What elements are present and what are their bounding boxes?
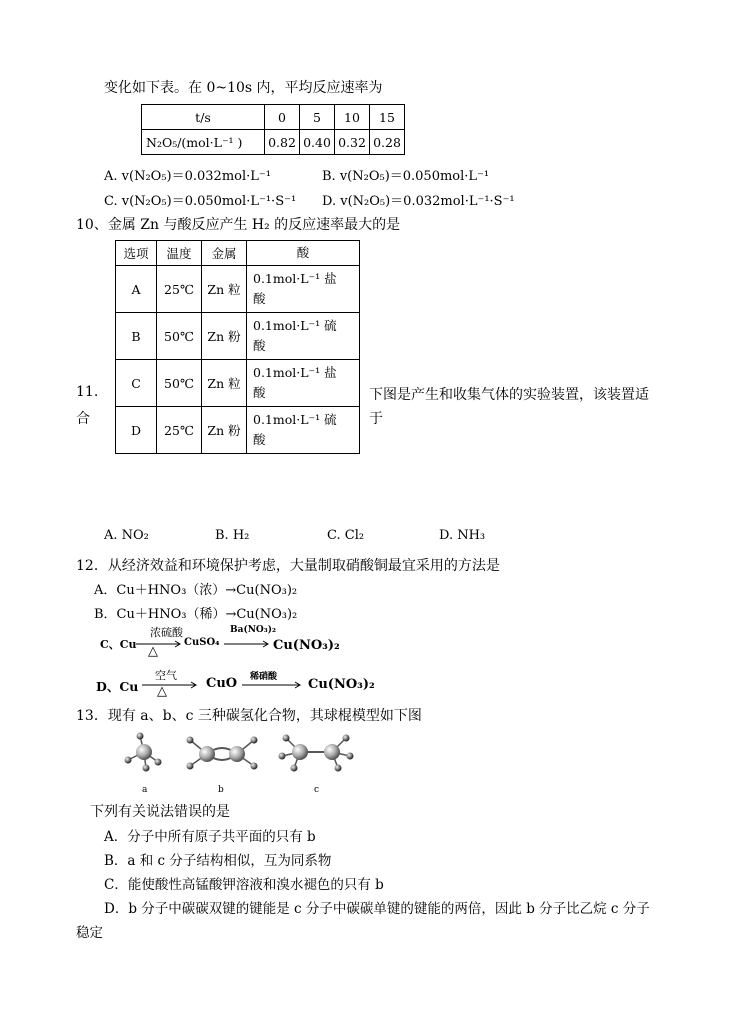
q10-header-cell: 酸 <box>247 241 360 266</box>
q9-cell: 0.82 <box>265 130 300 155</box>
q10-cell-metal: Zn 粒 <box>202 360 247 407</box>
q10-cell-acid <box>247 407 360 454</box>
q9-option-a: A. v(N₂O₅)＝0.032mol·L⁻¹ <box>104 169 271 184</box>
q11-number-line2: 合 <box>76 411 90 427</box>
q11-option-b: B. H₂ <box>215 528 250 543</box>
q10-acid-line1: 0.1mol·L⁻¹ 硫 <box>253 412 337 427</box>
q13-stem: 13．现有 a、b、c 三种碳氢化合物，其球棍模型如下图 <box>76 708 422 724</box>
q9-option-d: D. v(N₂O₅)＝0.032mol·L⁻¹·S⁻¹ <box>322 194 515 209</box>
q9-table <box>141 104 405 155</box>
q12-option-b: B．Cu＋HNO₃（稀）→Cu(NO₃)₂ <box>94 607 298 622</box>
q12-c-reagent-1: 浓硫酸 <box>150 626 183 639</box>
q9-cell: 0.28 <box>370 130 405 155</box>
q10-cell-acid <box>247 360 360 407</box>
q12-c-heat: △ <box>148 644 158 659</box>
q10-cell-metal: Zn 粉 <box>202 313 247 360</box>
q10-header-cell: 选项 <box>116 241 157 266</box>
model-a-methane-icon <box>125 733 162 772</box>
q12-c-product: Cu(NO₃)₂ <box>273 638 340 653</box>
q10-table <box>115 240 360 454</box>
q10-acid-line1: 0.1mol·L⁻¹ 硫 <box>253 318 337 333</box>
q10-cell-opt: C <box>116 360 157 407</box>
q10-cell-temp: 50℃ <box>157 360 202 407</box>
q9-option-b: B. v(N₂O₅)＝0.050mol·L⁻¹ <box>322 169 490 184</box>
q13-option-a: A．分子中所有原子共平面的只有 b <box>104 829 316 845</box>
q13-option-c: C．能使酸性高锰酸钾溶液和溴水褪色的只有 b <box>104 877 384 893</box>
q11-option-c: C. Cl₂ <box>327 528 365 543</box>
model-b-ethylene-icon <box>187 737 258 770</box>
q10-cell-metal: Zn 粒 <box>202 266 247 313</box>
q9-header-cell: 10 <box>335 105 370 130</box>
q11-option-d: D. NH₃ <box>439 528 486 543</box>
q12-option-c-label: C、Cu <box>100 638 137 651</box>
q9-cell: 0.40 <box>300 130 335 155</box>
model-label-b: b <box>218 785 224 795</box>
q9-header-cell: 5 <box>300 105 335 130</box>
q13-ball-stick-models <box>110 728 370 798</box>
q10-cell-opt: B <box>116 313 157 360</box>
q12-option-a: A．Cu＋HNO₃（浓）→Cu(NO₃)₂ <box>94 583 298 598</box>
q9-header-cell: t/s <box>142 105 265 130</box>
q10-acid-line1: 0.1mol·L⁻¹ 盐 <box>253 365 337 380</box>
q11-stem: 下图是产生和收集气体的实验装置，该装置适 <box>369 387 649 403</box>
q10-header-cell: 温度 <box>157 241 202 266</box>
q10-acid-line2: 酸 <box>253 338 266 353</box>
q9-option-c: C. v(N₂O₅)＝0.050mol·L⁻¹·S⁻¹ <box>104 194 297 209</box>
q12-d-arrow-1 <box>142 681 198 689</box>
q12-c-arrow-1 <box>136 640 182 648</box>
q9-intro: 变化如下表。在 0~10s 内，平均反应速率为 <box>104 80 383 96</box>
q9-cell: 0.32 <box>335 130 370 155</box>
q12-stem: 12．从经济效益和环境保护考虑，大量制取硝酸铜最宜采用的方法是 <box>76 558 500 574</box>
q12-d-reagent-2: 稀硝酸 <box>250 672 278 682</box>
q10-cell-temp: 25℃ <box>157 266 202 313</box>
q12-option-d-label: D、Cu <box>96 679 139 694</box>
q11-stem-line2: 于 <box>369 411 383 427</box>
q10-cell-opt: D <box>116 407 157 454</box>
q10-acid-line2: 酸 <box>253 432 266 447</box>
q11-option-a: A. NO₂ <box>104 528 149 543</box>
q13-question: 下列有关说法错误的是 <box>90 804 230 820</box>
q12-d-intermediate: CuO <box>206 676 238 691</box>
model-label-c: c <box>314 785 320 795</box>
q12-c-intermediate: CuSO₄ <box>184 637 220 648</box>
q12-c-reagent-2: Ba(NO₃)₂ <box>230 625 276 635</box>
q10-cell-acid <box>247 313 360 360</box>
q13-option-d: D．b 分子中碳碳双键的键能是 c 分子中碳碳单键的键能的两倍，因此 b 分子比乙烷 c 分子 <box>104 901 650 917</box>
q10-acid-line2: 酸 <box>253 291 266 306</box>
q10-cell-temp: 25℃ <box>157 407 202 454</box>
q9-row-label: N₂O₅/(mol·L⁻¹ ) <box>142 130 265 155</box>
q10-header-cell: 金属 <box>202 241 247 266</box>
q10-cell-metal: Zn 粉 <box>202 407 247 454</box>
q10-cell-opt: A <box>116 266 157 313</box>
q10-acid-line2: 酸 <box>253 385 266 400</box>
q12-d-heat: △ <box>157 684 167 699</box>
q12-d-product: Cu(NO₃)₂ <box>308 677 375 692</box>
q12-c-arrow-2 <box>224 640 270 648</box>
q12-d-reagent-1: 空气 <box>155 669 177 682</box>
model-c-ethane-icon <box>279 735 354 772</box>
q10-stem: 10、金属 Zn 与酸反应产生 H₂ 的反应速率最大的是 <box>76 217 401 233</box>
q10-cell-acid <box>247 266 360 313</box>
q11-number: 11. <box>76 384 99 400</box>
q9-header-cell: 0 <box>265 105 300 130</box>
q12-d-arrow-2 <box>242 681 302 689</box>
q10-acid-line1: 0.1mol·L⁻¹ 盐 <box>253 271 337 286</box>
model-label-a: a <box>142 785 148 795</box>
q13-option-d-continued: 稳定 <box>76 925 103 941</box>
q9-header-cell: 15 <box>370 105 405 130</box>
q10-cell-temp: 50℃ <box>157 313 202 360</box>
q13-option-b: B．a 和 c 分子结构相似，互为同系物 <box>104 853 332 869</box>
